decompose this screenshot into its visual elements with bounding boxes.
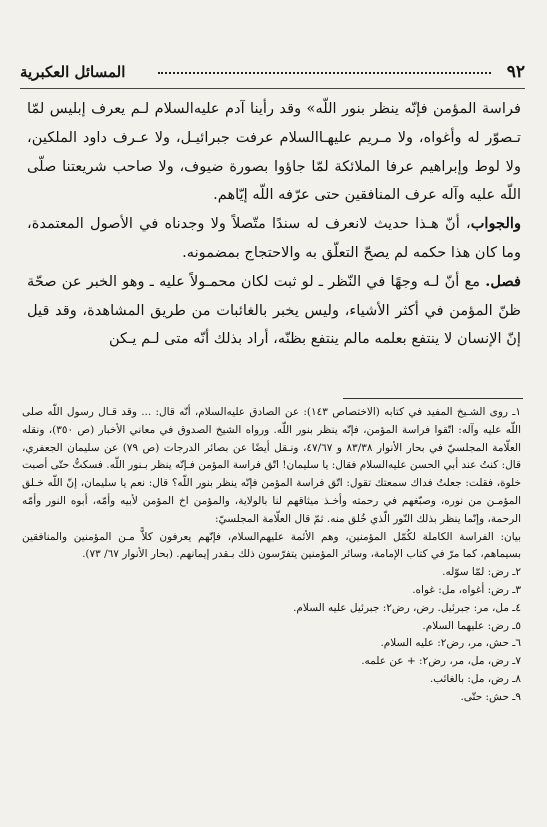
footnotes xyxy=(22,404,521,707)
paragraph-answer-text: ، أنّ هـذا حديث لانعرف له سندًا متّصلاً ولا وجدناه في الأصول المعتمدة، وما كان هذا حكمه لم يصحّ التعلّق به والاحتجاج بمضمونه. xyxy=(27,215,521,261)
header-dotted-leader xyxy=(158,72,491,74)
footnote-5: ٥ـ رض: عليهما السلام. xyxy=(422,619,521,632)
answer-heading: والجواب xyxy=(470,215,521,233)
footnote-9: ٩ـ حش: حتّى. xyxy=(460,690,521,703)
footnote-1: ١ـ روى الشـيخ المفيد في كتابه (الاختصاص ١٤٣): عن الصادق عليه‌السلام، أنّه قال: ... وقد قـال رسول اللّه صلى اللّه عليه وآله: اتّقوا فراسة المؤمن، فإنّه ينظر بنور اللّه. ورواه الشيخ الصدوق في معاني الأخبار (ص ٣٥٠)، ونقله العلّامة المجلسيّ في بحار الأنوار ٨٣/٣٨ و ٤٧/٦٧، ونـقل أيضًا عن بصائر الدرجات (ص ٧٩) عن سليمان الجعفري، قال: كنتُ عند أبي الحسن عليه‌السلام فقال: يا سليمان! اتّق فراسة المؤمن فـإنّه ينظر بـنور اللّه. فسكتُّ حتّى أصبت خلوة، فقلت: جعلتُ فداك سمعتك تقول: اتّق فراسة المؤمن فإنّه ينظر بنور اللّه؟ قال: نعم يا سليمان، إنّ اللّه خـلق المؤمـن من نوره، وصبّغهم في رحمته وأخـذ ميثاقهم لنا بالولاية، والمؤمن اخ المؤمن لأبيه وأمّه، أبوه النور وأمّه الرحمة، وإنّما ينظر بذلك النّور الّذي خُلق منه. ثمّ قال العلّامة المجلسيّ: xyxy=(22,406,522,525)
main-text xyxy=(27,95,521,354)
running-title: المسائل العكبرية xyxy=(20,63,126,81)
footnote-7: ٧ـ رض، مل، مر، رض٢: + عن علمه. xyxy=(361,655,521,668)
section-heading: فصل. xyxy=(485,272,521,290)
page-header xyxy=(20,62,525,84)
page-number: ٩٢ xyxy=(506,62,525,82)
paragraph-answer xyxy=(27,210,521,268)
paragraph-section-text: مع أنّ لـه وجهًا في النّظر ـ لو ثبت لكان محمـولاً عليه ـ وهو الخبر عن صحّة ظنّ المؤمن في أكثر الأشياء، وليس يخبر بالغائبات من طريق المشاهدة، وقد قيل إنّ الإنسان لا ينتفع بعلمه مالم ينتفع بظنّه، أراد بذلك أنّه متى لـم يـكن xyxy=(27,272,521,348)
footnote-8: ٨ـ رض، مل: بالغائب. xyxy=(429,672,521,685)
paragraph-question xyxy=(27,95,521,210)
footnote-1-note: بيان: الفراسة الكاملة لكُمّل المؤمنين، وهم الأئمة عليهم‌السلام، فإنّهم يعرفون كلاًّ مـن المؤمنين والمنافقين بسيماهم، كما مرّ في كتاب الإمامة، وسائر المؤمنين يتفرّسون ذلك بـقدر إيمانهم. (بحار الأنوار ٦٧/ ٧٣). xyxy=(22,530,521,561)
paragraph-question-text: فراسة المؤمن فإنّه ينظر بنور اللّه» وقد رأينا آدم عليه‌السلام لـم يعرف إبليس لمّا تـصوّر له وأغواه، ولا مـريم عليهـا‌السلام عرفت جبرائيـل، ولا عـرف داود الملكين، ولا لوط وإبراهيم عرفا الملائكة لمّا جاؤوا بصورة ضيوف، ولا صاحب شريعتنا صلّى اللّه عليه وآله عرف المنافقين حتى عرّفه اللّه إيّاهم. xyxy=(27,100,521,204)
footnote-2: ٢ـ رض: لمّا سوّله. xyxy=(442,566,521,579)
header-rule xyxy=(20,88,525,89)
footnote-3: ٣ـ رض: أغواه، مل: غواه. xyxy=(412,583,521,596)
footnote-separator xyxy=(343,398,523,399)
footnote-6: ٦ـ حش، مر، رض٢: عليه السلام. xyxy=(380,637,521,650)
paragraph-section xyxy=(27,268,521,354)
footnote-4: ٤ـ مل، مر: جبرئيل. رض، رض٢: جبرئيل عليه السلام. xyxy=(293,601,521,614)
